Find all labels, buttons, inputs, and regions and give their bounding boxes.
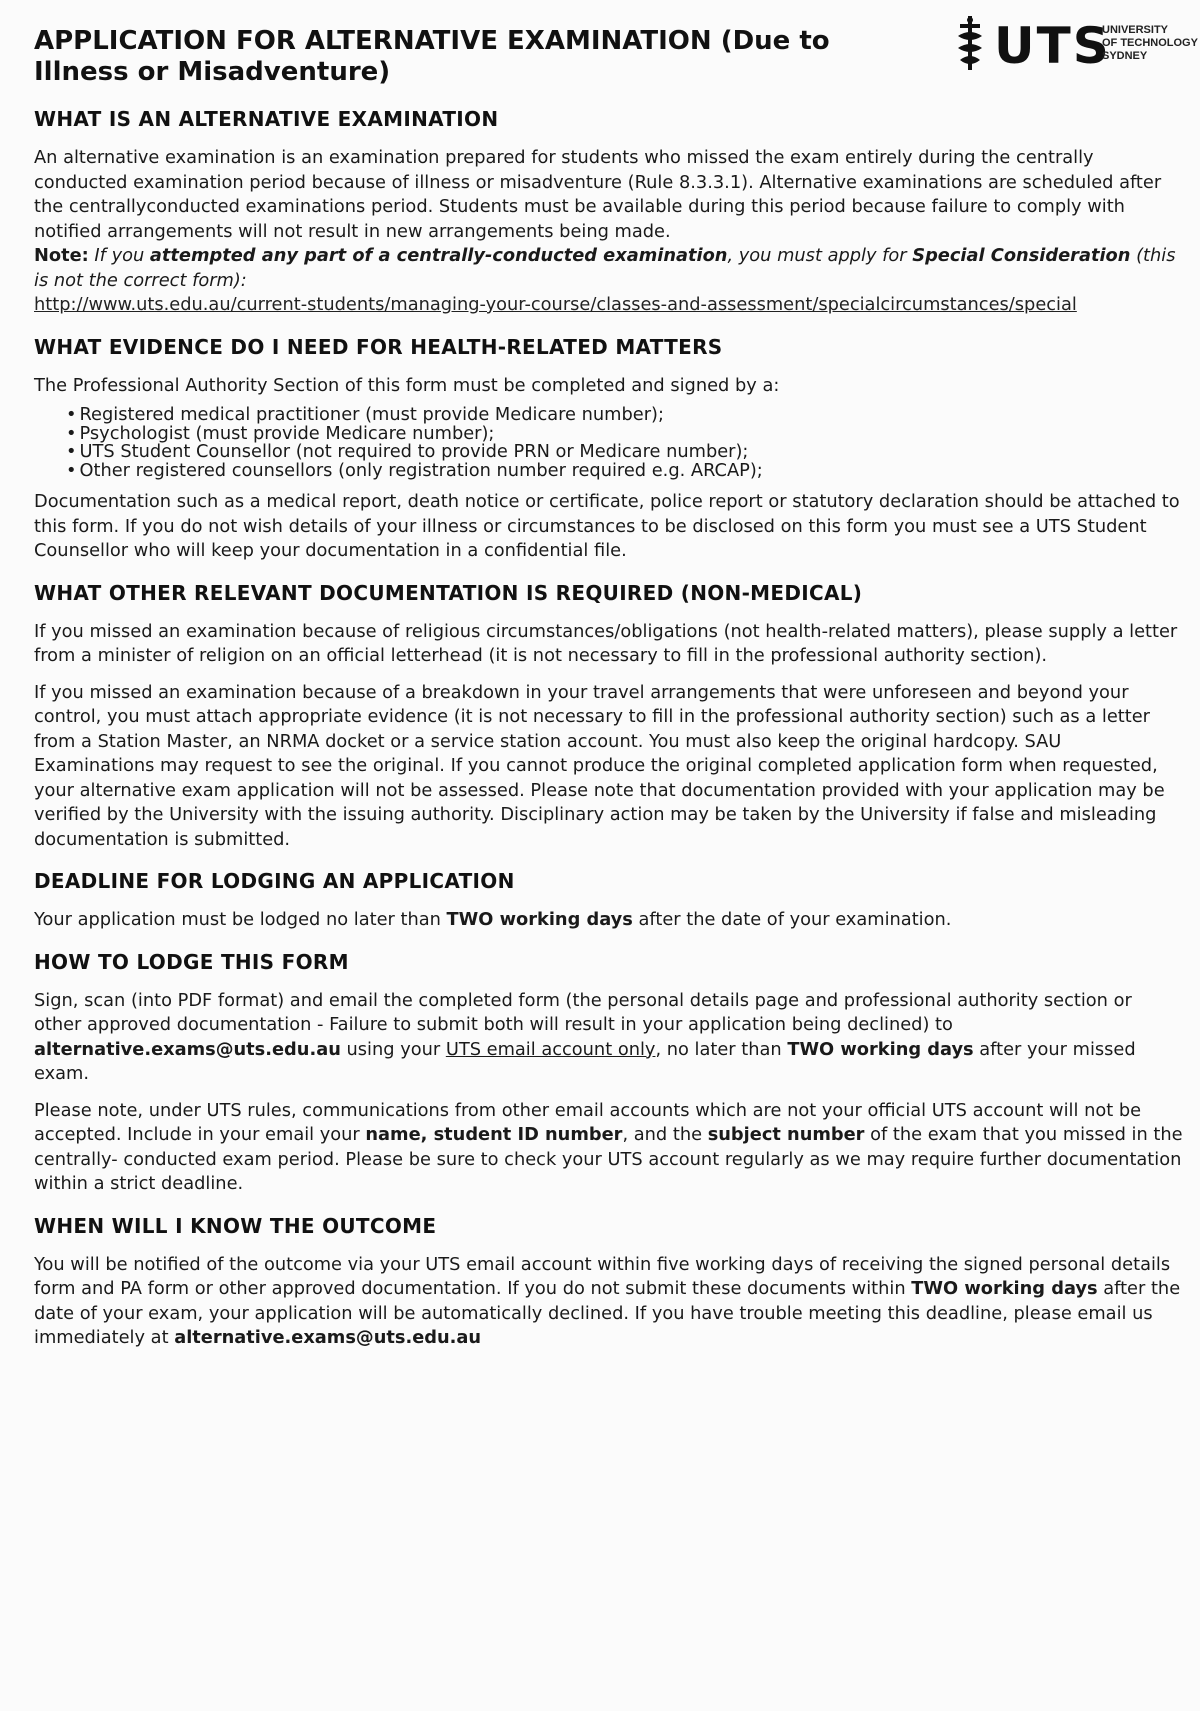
section-heading: WHEN WILL I KNOW THE OUTCOME [34, 1213, 437, 1238]
section-heading: WHAT EVIDENCE DO I NEED FOR HEALTH-RELATED MATTERS [34, 334, 723, 359]
paragraph: An alternative examination is an examination prepared for students who missed the exam entirely during the centrally conducted examination period because of illness or misadventure (Rule 8.3.3.1). Alternative examinations are scheduled after the centrallyconducted examinations period. Students must be available during this period because failure to comply with notified arrangements will not result in new arrangements being made. Note: If you attempted any part of a centrally-conducted examination, you must apply for Special Consideration (this is not the correct form): [34, 147, 1176, 291]
section-other-docs [34, 580, 1184, 853]
list-item: • Registered medical practitioner (must provide Medicare number); [66, 406, 1184, 425]
authority-list [66, 406, 1184, 480]
page-title: APPLICATION FOR ALTERNATIVE EXAMINATION (Due to Illness or Misadventure) [34, 26, 830, 87]
section-how-to-lodge [34, 949, 1184, 1197]
list-item: • Other registered counsellors (only registration number required e.g. ARCAP); [66, 462, 1184, 481]
section-heading: WHAT OTHER RELEVANT DOCUMENTATION IS REQUIRED (NON-MEDICAL) [34, 580, 863, 605]
section-heading: HOW TO LODGE THIS FORM [34, 949, 349, 974]
section-heading: WHAT IS AN ALTERNATIVE EXAMINATION [34, 107, 499, 131]
paragraph: Please note, under UTS rules, communications from other email accounts which are not your official UTS account will not be accepted. Include in your email your name, student ID number, and the subject number of the exam that you missed in the centrally- conducted exam period. Please be sure to check your UTS account regularly as we may require further documentation within a strict deadline. [34, 1099, 1183, 1194]
paragraph: You will be notified of the outcome via your UTS email account within five working days of receiving the signed personal details form and PA form or other approved documentation. If you do not submit these documents within TWO working days after the date of your exam, your application will be automatically declined. If you have trouble meeting this deadline, please email us immediately at alternative.exams@uts.edu.au [34, 1253, 1181, 1348]
uts-crest-icon [952, 14, 988, 74]
section-outcome [34, 1213, 1184, 1351]
document-body [34, 106, 1184, 1367]
special-consideration-link[interactable]: http://www.uts.edu.au/current-students/managing-your-course/classes-and-assessment/specialcircumstances/special [34, 294, 1077, 315]
paragraph: Documentation such as a medical report, death notice or certificate, police report or statutory declaration should be attached to this form. If you do not wish details of your illness or circumstances to be disclosed on this form you must see a UTS Student Counsellor who will keep your documentation in a confidential file. [34, 491, 1180, 561]
section-evidence [34, 334, 1184, 564]
logo-subtitle: UNIVERSITY OF TECHNOLOGY SYDNEY [1102, 24, 1198, 62]
email-link[interactable]: alternative.exams@uts.edu.au [174, 1327, 482, 1348]
paragraph: Sign, scan (into PDF format) and email the completed form (the personal details page and professional authority section or other approved documentation - Failure to submit both will result in your application being declined) to alternative.exams@uts.edu.au using your UTS email account only, no later than TWO working days after your missed exam. [34, 989, 1136, 1084]
paragraph: The Professional Authority Section of this form must be completed and signed by a: [34, 374, 780, 396]
list-item: • Psychologist (must provide Medicare number); [66, 425, 1184, 444]
paragraph: Your application must be lodged no later than TWO working days after the date of your examination. [34, 909, 952, 930]
paragraph: If you missed an examination because of religious circumstances/obligations (not health-related matters), please supply a letter from a minister of religion on an official letterhead (it is not necessary to fill in the professional authority section). [34, 620, 1178, 666]
section-heading: DEADLINE FOR LODGING AN APPLICATION [34, 869, 515, 893]
email-link[interactable]: alternative.exams@uts.edu.au [34, 1038, 341, 1060]
paragraph: If you missed an examination because of a breakdown in your travel arrangements that were unforeseen and beyond your control, you must attach appropriate evidence (it is not necessary to fill in the professional authority section) such as a letter from a Station Master, an NRMA docket or a service station account. You must also keep the original hardcopy. SAU Examinations may request to see the original. If you cannot produce the original completed application form when requested, your alternative exam application will not be assessed. Please note that documentation provided with your application may be verified by the University with the issuing authority. Disciplinary action may be taken by the University if false and misleading documentation is submitted. [34, 681, 1165, 850]
uts-logo [952, 14, 1200, 78]
logo-uts-text: UTS [994, 17, 1111, 75]
section-what-is [34, 106, 1184, 318]
list-item: • UTS Student Counsellor (not required to provide PRN or Medicare number); [66, 443, 1184, 462]
section-deadline [34, 868, 1184, 933]
